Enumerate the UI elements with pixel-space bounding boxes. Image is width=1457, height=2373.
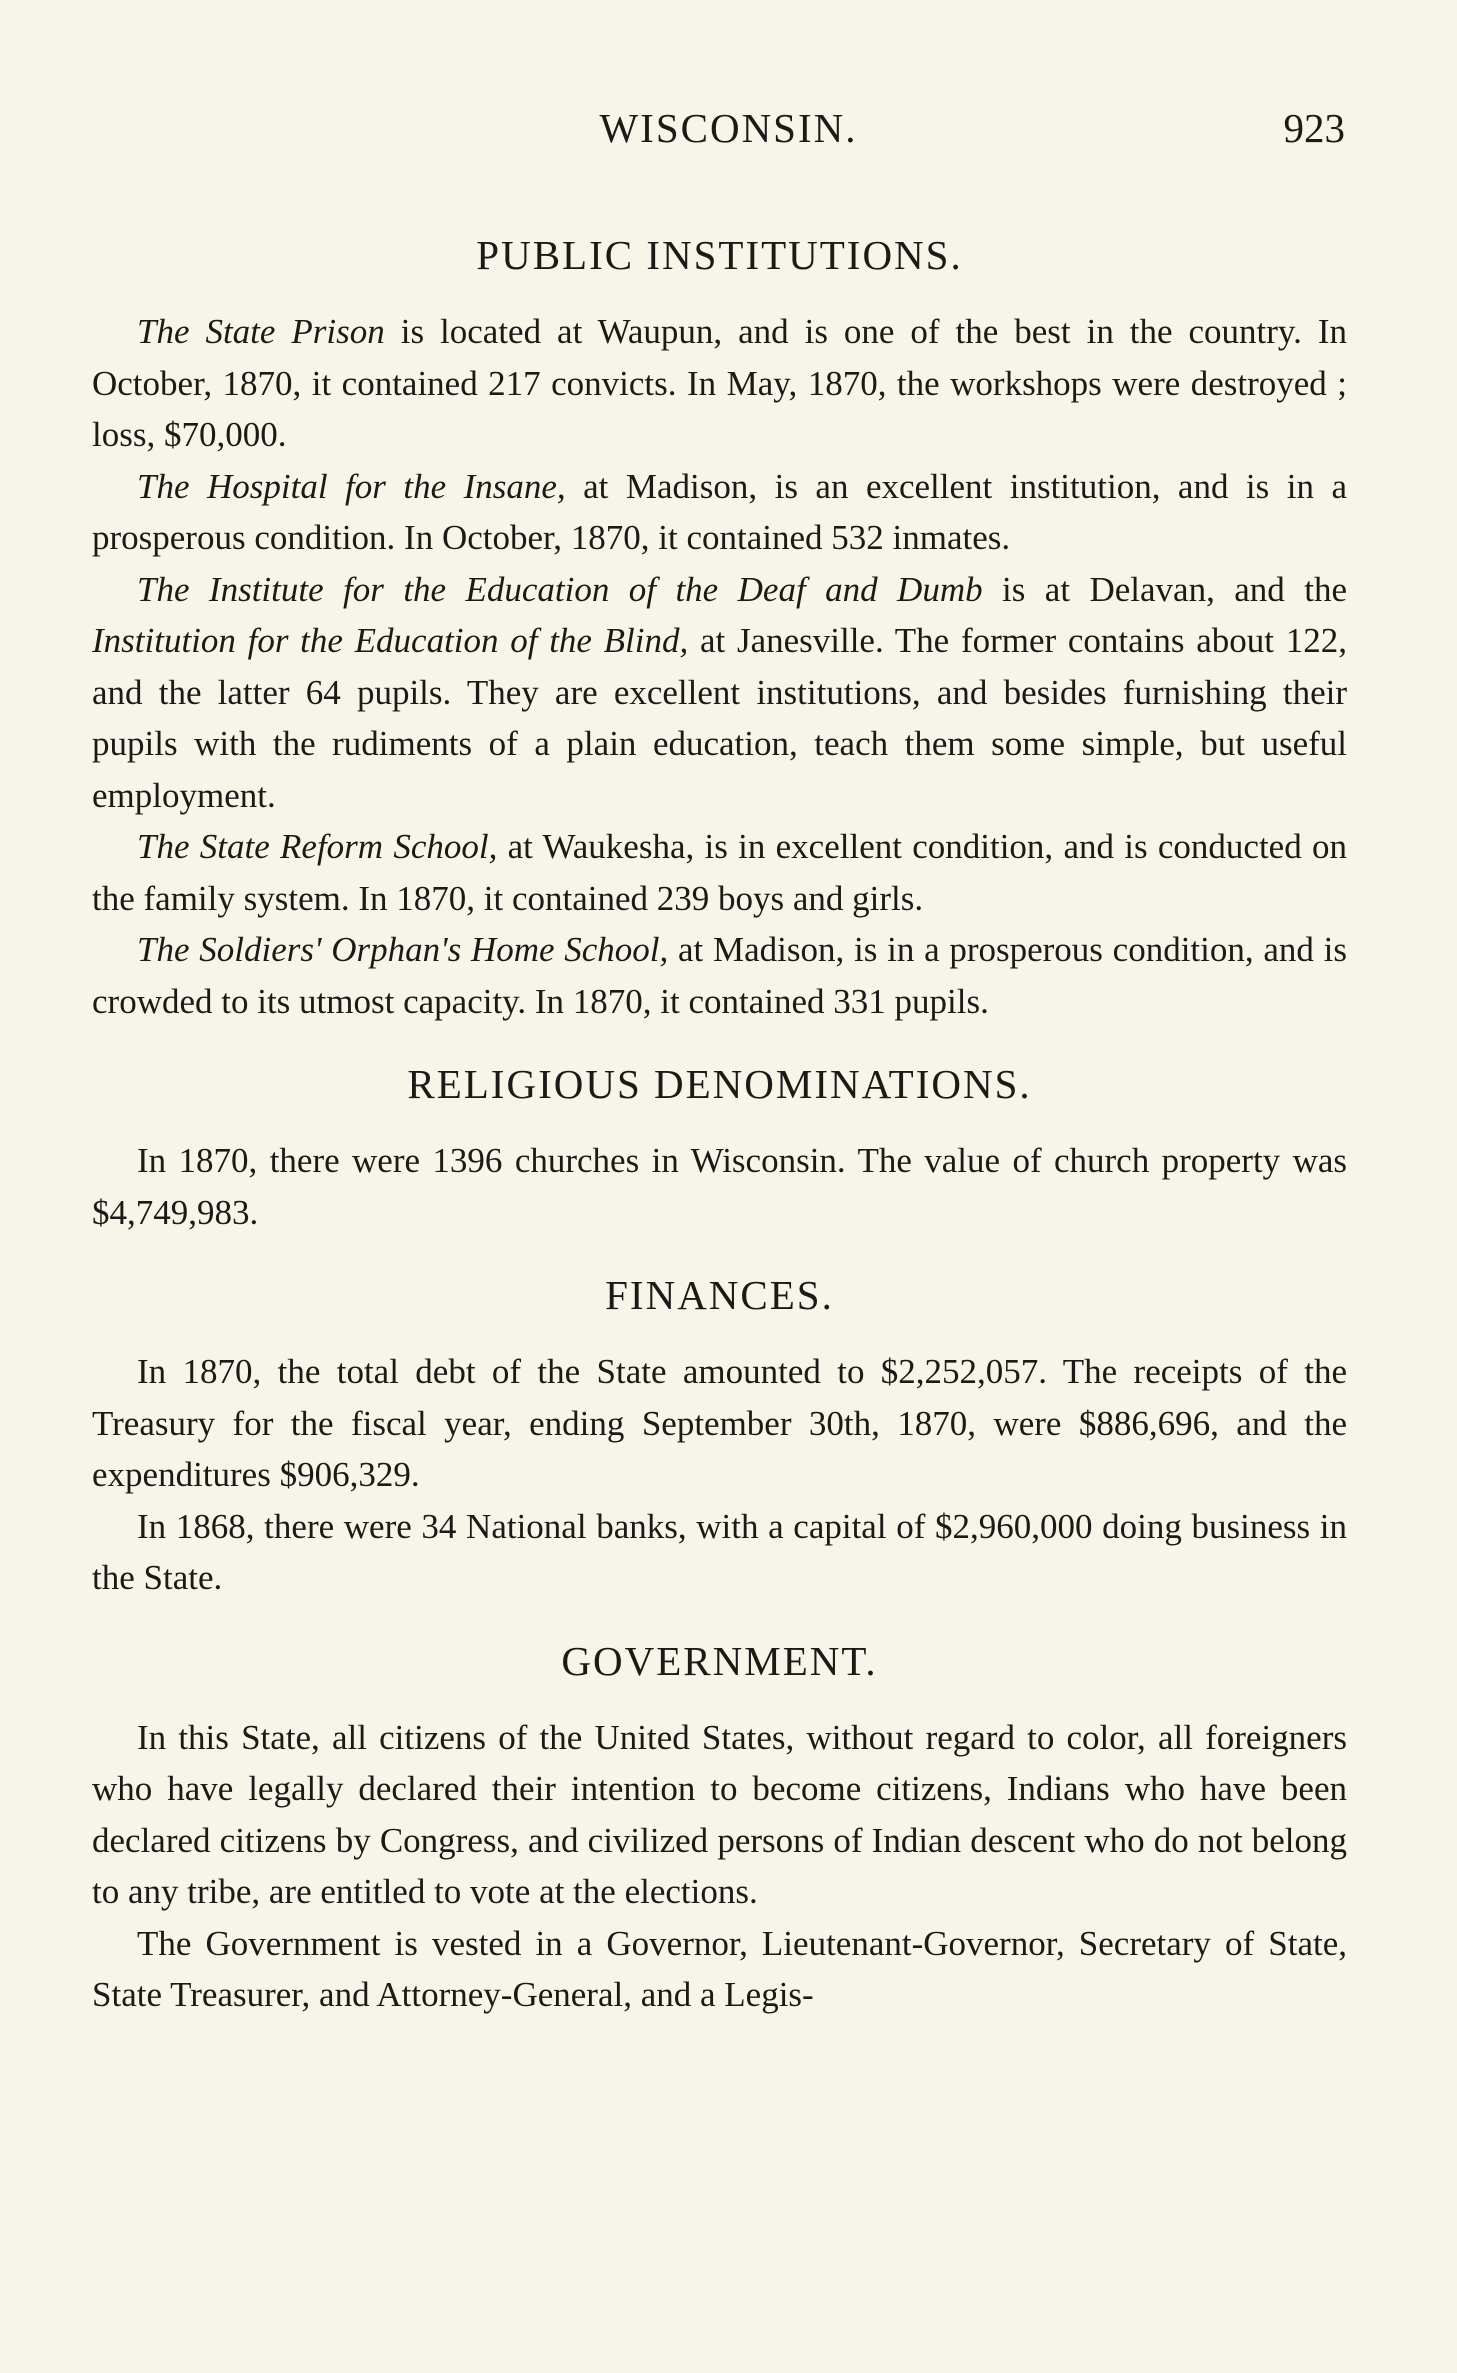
text-run: In this State, all citizens of the United States, without regard to color, all foreigners who have legally declared their intention to become citizens, Indians who have been declared citizens by Congress, and civilized persons of Indian descent who do not belong to any tribe, are entitled to vote at the elections. bbox=[92, 1717, 1347, 1911]
text-run: at Madison, is an excellent institution, and is in a prosperous condition. In October, 1870, it contained 532 inmates. bbox=[92, 466, 1347, 557]
italic-text: The State Reform School, bbox=[137, 827, 498, 866]
italic-text: The Soldiers' Orphan's Home School, bbox=[137, 930, 669, 969]
text-run: at Waukesha, is in excellent condition, and is conducted on the family system. In 1870, it contained 239 boys and girls. bbox=[92, 827, 1347, 918]
italic-text: Institution for the Education of the Blind, bbox=[92, 621, 689, 660]
text-run: at Madison, is in a prosperous condition, and is crowded to its utmost capacity. In 1870, it contained 331 pupils. bbox=[92, 930, 1347, 1021]
section bbox=[92, 1268, 1347, 1604]
paragraph bbox=[92, 1501, 1347, 1604]
paragraph bbox=[92, 1346, 1347, 1501]
paragraph bbox=[92, 306, 1347, 461]
italic-text: The State Prison bbox=[137, 312, 385, 351]
running-header bbox=[0, 104, 1457, 154]
italic-text: The Institute for the Education of the Deaf and Dumb bbox=[137, 569, 983, 609]
section-heading: GOVERNMENT. bbox=[561, 1637, 878, 1684]
section bbox=[92, 228, 1347, 1027]
paragraph bbox=[92, 461, 1347, 564]
paragraph bbox=[92, 564, 1347, 822]
paragraph bbox=[92, 1712, 1347, 1918]
section bbox=[92, 1634, 1347, 2021]
page-body bbox=[92, 228, 1347, 2021]
paragraph bbox=[92, 821, 1347, 924]
text-run: In 1870, the total debt of the State amounted to $2,252,057. The receipts of the Treasury for the fiscal year, ending September 30th, 1870, were $886,696, and the expenditures $906,329. bbox=[92, 1352, 1347, 1494]
text-run: at Janesville. The former contains about 122, and the latter 64 pupils. They are excellent institutions, and besides furnishing their pupils with the rudiments of a plain education, teach them some simple, but useful employment. bbox=[92, 621, 1347, 815]
section-heading: FINANCES. bbox=[605, 1272, 834, 1318]
section-heading: RELIGIOUS DENOMINATIONS. bbox=[407, 1061, 1032, 1107]
running-title: WISCONSIN. bbox=[599, 105, 858, 151]
text-run: The Government is vested in a Governor, Lieutenant-Governor, Secretary of State, State Treasurer, and Attorney-General, and a Legis- bbox=[92, 1923, 1347, 2014]
paragraph bbox=[92, 924, 1347, 1027]
italic-text: The Hospital for the Insane, bbox=[137, 466, 566, 506]
text-run: is at Delavan, and the bbox=[982, 569, 1347, 609]
paragraph bbox=[92, 1918, 1347, 2021]
section-heading: PUBLIC INSTITUTIONS. bbox=[476, 232, 963, 278]
text-run: is located at Waupun, and is one of the best in the country. In October, 1870, it contained 217 convicts. In May, 1870, the workshops were destroyed ; loss, $70,000. bbox=[92, 312, 1348, 454]
section bbox=[92, 1057, 1347, 1238]
paragraph bbox=[92, 1135, 1347, 1238]
page-number: 923 bbox=[1283, 105, 1345, 151]
text-run: In 1868, there were 34 National banks, with a capital of $2,960,000 doing business in the State. bbox=[92, 1506, 1347, 1597]
text-run: In 1870, there were 1396 churches in Wisconsin. The value of church property was $4,749,983. bbox=[92, 1141, 1347, 1232]
